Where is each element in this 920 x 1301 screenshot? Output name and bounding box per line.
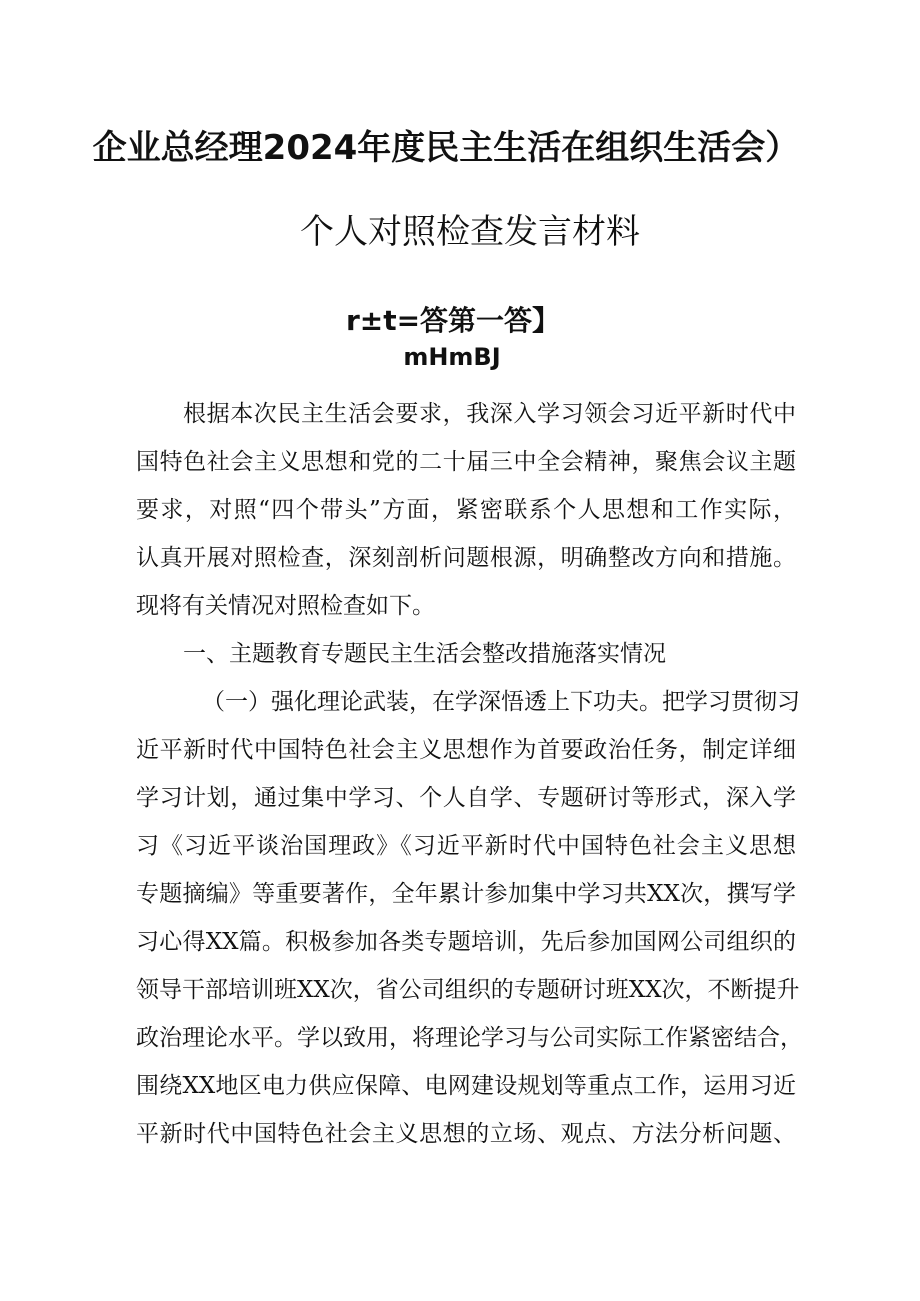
body-line: 现将有关情况对照检查如下。 bbox=[136, 593, 435, 619]
section-heading: 一、主题教育专题民主生活会整改措施落实情况 bbox=[183, 641, 666, 667]
document-title-line-2: 个人对照检查发言材料 bbox=[300, 212, 640, 252]
body-line: 根据本次民主生活会要求，我深入学习领会习近平新时代中 bbox=[183, 401, 796, 427]
body-line: 领导干部培训班XX次，省公司组织的专题研讨班XX次，不断提升 bbox=[136, 977, 800, 1003]
body-line: 习心得XX篇。积极参加各类专题培训，先后参加国网公司组织的 bbox=[136, 929, 796, 955]
body-line: 政治理论水平。学以致用，将理论学习与公司实际工作紧密结合， bbox=[136, 1025, 803, 1051]
body-line: 近平新时代中国特色社会主义思想作为首要政治任务，制定详细 bbox=[136, 737, 796, 763]
body-line: 要求，对照“四个带头”方面，紧密联系个人思想和工作实际， bbox=[136, 497, 796, 523]
body-line: （一）强化理论武装，在学深悟透上下功夫。把学习贯彻习 bbox=[202, 689, 800, 715]
body-line: 学习计划，通过集中学习、个人自学、专题研讨等形式，深入学 bbox=[136, 785, 796, 811]
body-line: 认真开展对照检查，深刻剖析问题根源，明确整改方向和措施。 bbox=[136, 545, 796, 571]
document-body bbox=[136, 390, 803, 1158]
body-line: 习《习近平谈治国理政》《习近平新时代中国特色社会主义思想 bbox=[136, 833, 796, 859]
document-title: 企业总经理2024年度民主生活在组织生活会） bbox=[92, 128, 800, 168]
document-subtitle: r±t=答第一答】 bbox=[345, 304, 561, 337]
body-line: 专题摘编》等重要著作，全年累计参加集中学习共XX次，撰写学 bbox=[136, 881, 796, 907]
body-line: 平新时代中国特色社会主义思想的立场、观点、方法分析问题、 bbox=[136, 1121, 796, 1147]
body-line: 国特色社会主义思想和党的二十届三中全会精神，聚焦会议主题 bbox=[136, 449, 796, 475]
document-subtitle-line-2: mHmBJ bbox=[403, 343, 501, 371]
body-line: 围绕XX地区电力供应保障、电网建设规划等重点工作，运用习近 bbox=[136, 1073, 796, 1099]
